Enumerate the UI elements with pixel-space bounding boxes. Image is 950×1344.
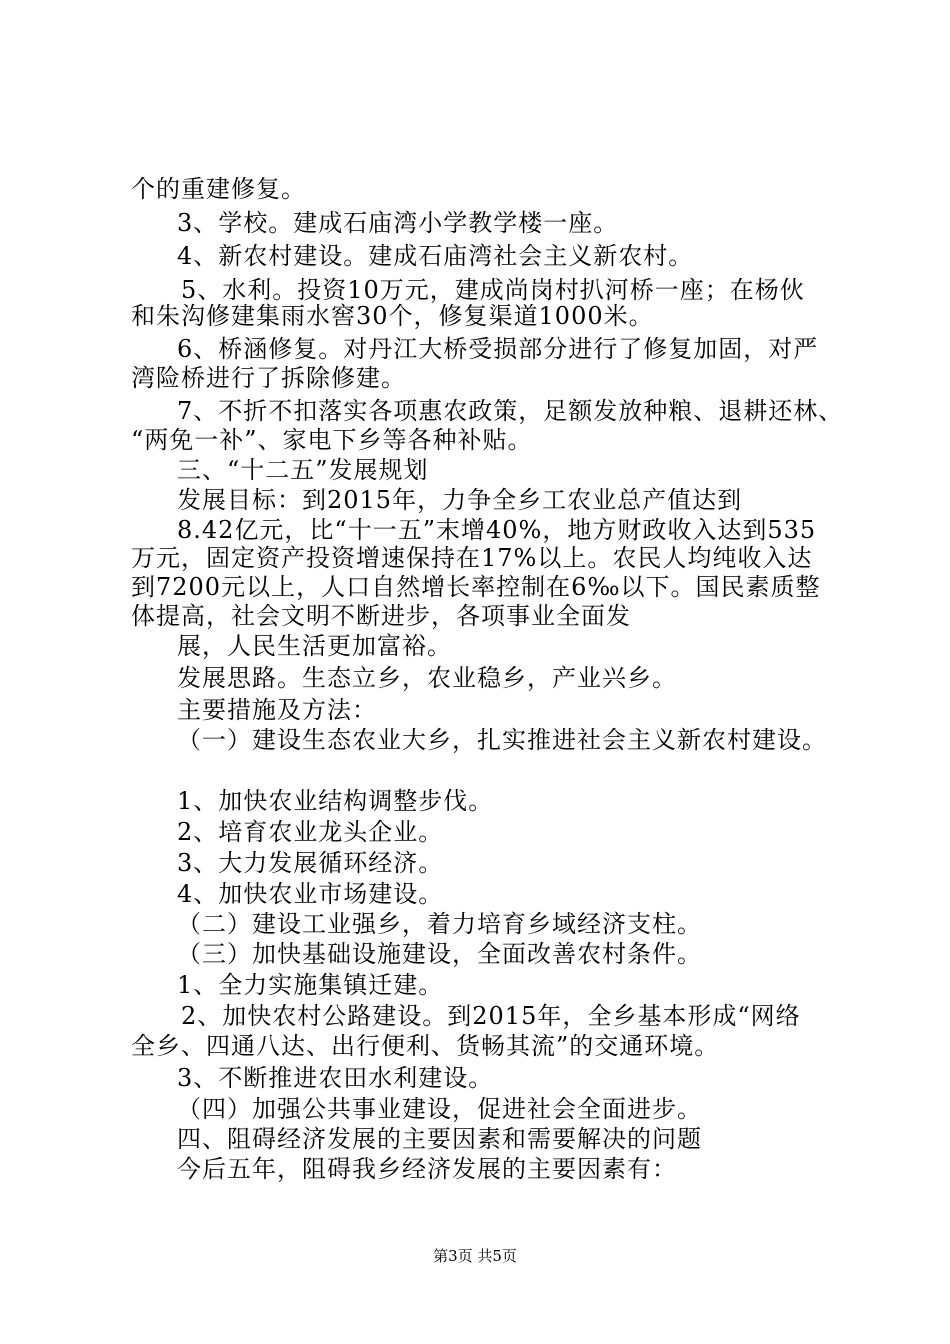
subsection-heading: （三）加快基础设施建设，全面改善农村条件。 [177, 940, 702, 968]
list-item: 2、加快农村公路建设。到2015年，全乡基本形成“网络 [181, 1002, 801, 1030]
text-line: 全乡、四通八达、出行便利、货畅其流”的交通环境。 [131, 1032, 720, 1060]
subsection-heading: （二）建设工业强乡，着力培育乡域经济支柱。 [177, 910, 702, 938]
text-line: 7、不折不扣落实各项惠农政策，足额发放种粮、退耕还林、 [177, 397, 844, 425]
list-item: 3、不断推进农田水利建设。 [177, 1064, 494, 1092]
page-number-footer: 第3页 共5页 [433, 1247, 517, 1265]
text-line: 3、学校。建成石庙湾小学教学楼一座。 [177, 209, 619, 237]
text-line: “两免一补”、家电下乡等各种补贴。 [131, 426, 533, 454]
text-line: 湾险桥进行了拆除修建。 [131, 364, 406, 392]
section-heading: 三、“十二五”发展规划 [177, 456, 429, 484]
list-item: 1、全力实施集镇迁建。 [177, 971, 444, 999]
text-line: 6、桥涵修复。对丹江大桥受损部分进行了修复加固，对严 [177, 335, 819, 363]
text-line: 4、新农村建设。建成石庙湾社会主义新农村。 [177, 242, 694, 270]
list-item: 4、加快农业市场建设。 [177, 880, 444, 908]
text-line: 5、水利。投资10万元，建成尚岗村扒河桥一座；在杨伙 [181, 276, 805, 304]
subsection-heading: （四）加强公共事业建设，促进社会全面进步。 [177, 1095, 702, 1123]
text-line: 8.42亿元，比“十一五”末增40%，地方财政收入达到535 [177, 516, 817, 544]
list-item: 1、加快农业结构调整步伐。 [177, 787, 494, 815]
text-line: 发展目标：到2015年，力争全乡工农业总产值达到 [177, 486, 743, 514]
text-line: 今后五年，阻碍我乡经济发展的主要因素有： [177, 1155, 677, 1183]
text-line: 体提高，社会文明不断进步，各项事业全面发 [131, 602, 631, 630]
text-line: 发展思路。生态立乡，农业稳乡，产业兴乡。 [177, 664, 677, 692]
text-line: 展，人民生活更加富裕。 [177, 632, 452, 660]
text-line: 和朱沟修建集雨水窖30个，修复渠道1000米。 [131, 302, 654, 330]
text-line: 个的重建修复。 [131, 175, 306, 203]
list-item: 3、大力发展循环经济。 [177, 849, 444, 877]
text-line: 到7200元以上，人口自然增长率控制在6‰以下。国民素质整 [131, 573, 821, 601]
section-heading: 四、阻碍经济发展的主要因素和需要解决的问题 [177, 1125, 702, 1153]
list-item: 2、培育农业龙头企业。 [177, 818, 444, 846]
subsection-heading: （一）建设生态农业大乡，扎实推进社会主义新农村建设。 [177, 726, 827, 754]
text-line: 万元，固定资产投资增速保持在17%以上。农民人均纯收入达 [131, 544, 813, 572]
text-line: 主要措施及方法： [177, 696, 377, 724]
